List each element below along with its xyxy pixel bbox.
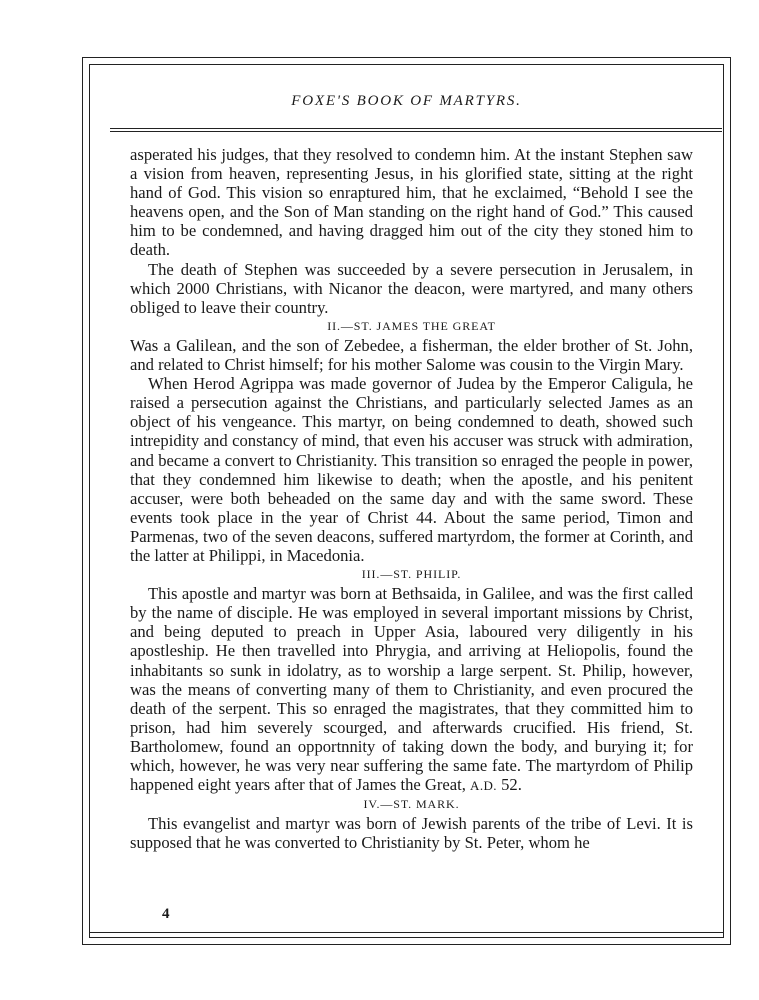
header-rule [110,128,722,132]
paragraph-philip-1 [130,584,693,795]
era-label: A.D. [470,778,497,794]
paragraph-james-1: Was a Galilean, and the son of Zebedee, a fisherman, the elder brother of St. John, and related to Christ himself; for his mother Salome was cousin to the Virgin Mary. [130,335,693,375]
paragraph-james-2: When Herod Agrippa was made governor of Judea by the Emperor Caligula, he raised a persecution against the Christians, and particularly selected James as an object of his vengeance. This martyr, on being condemned to death, showed such intrepidity and constancy of mind, that even his accuser was struck with admiration, and became a convert to Christianity. This transition so enraged the people in power, that they condemned him likewise to death; when the apostle, and his penitent accuser, were both beheaded on the same day and with the same sword. These events took place in the year of Christ 44. About the same period, Timon and Parmenas, two of the seven deacons, suffered martyrdom, the former at Corinth, and the latter at Philippi, in Macedonia. [130,374,693,565]
paragraph-mark-1: This evangelist and martyr was born of Jewish parents of the tribe of Levi. It is supposed that he was converted to Christianity by St. Peter, whom he [130,814,693,853]
paragraph-stephen-2: The death of Stephen was succeeded by a severe persecution in Jerusalem, in which 2000 Christians, with Nicanor the deacon, were martyred, and many others obliged to leave their country. [130,259,693,317]
heading-st-philip: III.—ST. PHILIP. [361,567,462,582]
body-text [130,145,693,852]
heading-st-james: II.—ST. JAMES THE GREAT [327,318,496,333]
page-number: 4 [162,906,170,922]
year-label: 52. [501,775,522,795]
paragraph-philip-text: This apostle and martyr was born at Bethsaida, in Galilee, and was the first called by the name of disciple. He was employed in several important missions by Christ, and being deputed to preach in Upper Asia, laboured very diligently in his apostleship. He then travelled into Phrygia, and arriving at Heliopolis, found the inhabitants so sunk in idolatry, as to worship a large serpent. St. Philip, however, was the means of converting many of them to Christianity, and even procured the death of the serpent. This so enraged the magistrates, that they committed him to prison, had him severely scourged, and afterwards crucified. His friend, St. Bartholomew, found an opportnnity of taking down the body, and burying it; for which, however, he was very near suffering the same fate. The martyrdom of Philip happened eight years after that of James the Great, [130,584,693,795]
paragraph-stephen-1: asperated his judges, that they resolved to condemn him. At the instant Stephen saw a vision from heaven, representing Jesus, in his glorified state, sitting at the right hand of God. This vision so enraptured him, that he exclaimed, “Behold I see the heavens open, and the Son of Man standing on the right hand of God.” This caused him to be condemned, and having dragged him out of the city they stoned him to death. [130,145,693,260]
running-head: FOXE'S BOOK OF MARTYRS. [291,93,522,109]
footer-rule [89,932,724,933]
heading-st-mark: IV.—ST. MARK. [363,797,460,812]
